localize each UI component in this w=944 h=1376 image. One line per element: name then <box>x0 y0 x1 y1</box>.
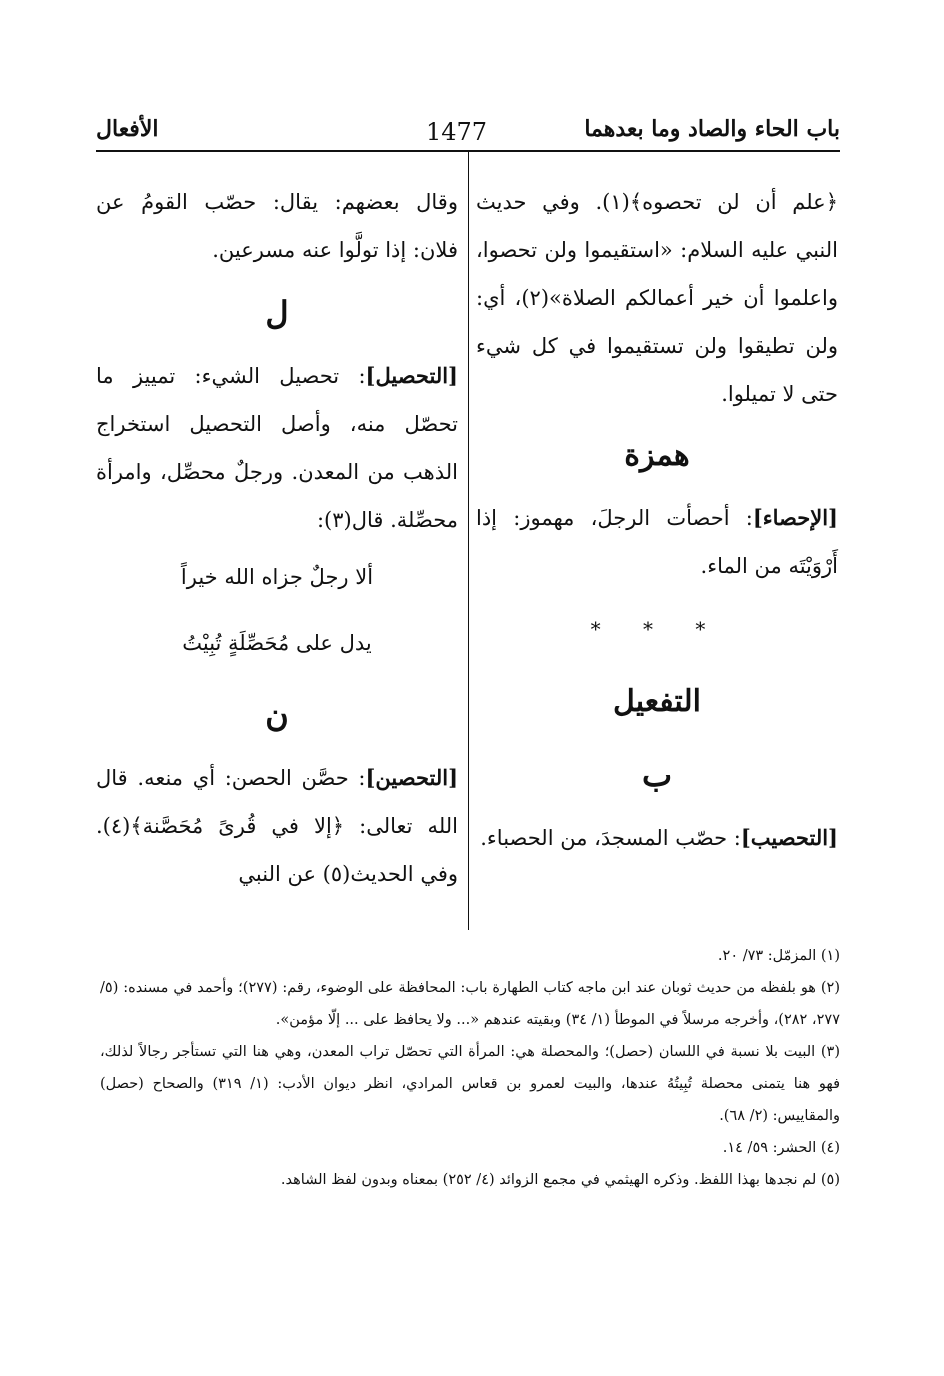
entry-tahsib <box>476 814 838 862</box>
entry-tahsin <box>96 754 458 898</box>
page-number: 1477 <box>426 118 488 146</box>
letter-ba: ب <box>641 756 673 794</box>
separator-stars: * * * <box>590 617 724 641</box>
left-paragraph-1: وقال بعضهم: يقال: حصّب القومُ عن فلان: إذا تولَّوا عنه مسرعين. <box>96 190 458 262</box>
left-column <box>96 178 458 898</box>
entry-body-tahsin: : حصَّن الحصن: أي منعه. قال الله تعالى: ﴿إلا في قُرىً مُحَصَّنة﴾(٤). وفي الحديث(٥) عن النبي <box>96 766 458 886</box>
right-column <box>476 178 838 862</box>
entry-tahsil <box>96 352 458 544</box>
column-divider <box>468 152 469 930</box>
chapter-title: باب الحاء والصاد وما بعدهما <box>584 116 840 142</box>
entry-ihsa <box>476 494 838 590</box>
footnote-1: (١) المزمّل: ٧٣/ ٢٠. <box>717 948 840 964</box>
entry-head-tahsib: [التحصيب] <box>740 825 838 850</box>
entry-head-tahsil: [التحصيل] <box>365 363 458 388</box>
page-header <box>96 112 840 152</box>
footnote-5: (٥) لم نجدها بهذا اللفظ. وذكره الهيثمي في مجمع الزوائد (٤/ ٢٥٢) بمعناه وبدون لفظ الشاهد. <box>280 1172 840 1188</box>
heading-hamza: همزة <box>624 438 690 473</box>
footnotes <box>100 940 840 1196</box>
verse-line-2: يدل على مُحَصِّلَةٍ تُبِيْتُ <box>182 631 372 655</box>
entry-head-tahsin: [التحصين] <box>365 765 458 790</box>
entry-body-ihsa: : أحصأت الرجلَ، مهموز: إذا أَرْوَيْتَه من الماء. <box>476 506 838 578</box>
footnote-2: (٢) هو بلفظه من حديث ثوبان عند ابن ماجه كتاب الطهارة باب: المحافظة على الوضوء، رقم: (٢٧٧)؛ وأحمد في مسنده: (٥/ ٢٧٧، ٢٨٢)، وأخرجه مرسلاً في الموطأ (١/ ٣٤) وبقيته عندهم «... ولا يحافظ على ... إلّا مؤمن». <box>100 980 840 1028</box>
entry-body-tahsil: : تحصيل الشيء: تمييز ما تحصّل منه، وأصل التحصيل استخراج الذهب من المعدن. ورجلٌ محصِّل، وامرأة محصِّلة. قال(٣): <box>96 364 458 532</box>
letter-nun: ن <box>265 696 289 734</box>
right-paragraph-1: ﴿علم أن لن تحصوه﴾(١). وفي حديث النبي عليه السلام: «استقيموا ولن تحصوا، واعلموا أن خير أعمالكم الصلاة»(٢)، أي: ولن تطيقوا ولن تستقيموا في كل شيء حتى لا تميلوا. <box>476 190 839 406</box>
heading-taf3il: التفعيل <box>613 684 701 719</box>
entry-head-ihsa: [الإحصاء] <box>752 505 838 530</box>
footnote-3: (٣) البيت بلا نسبة في اللسان (حصل)؛ والمحصلة هي: المرأة التي تحصّل تراب المعدن، وهي هنا التي تستأجر رجالاً لذلك، فهو هنا يتمنى محصلة تُبِيتُهُ عندها، والبيت لعمرو بن قعاس المرادي، انظر ديوان الأدب: (١/ ٣١٩) والصحاح (حصل) والمقاييس: (٢/ ٦٨). <box>100 1044 840 1124</box>
letter-lam: ل <box>265 294 289 332</box>
entry-body-tahsib: : حصّب المسجدَ، من الحصباء. <box>480 826 741 850</box>
verse-line-1: ألا رجلٌ جزاه الله خيراً <box>180 565 374 589</box>
section-title: الأفعال <box>96 116 159 142</box>
footnote-4: (٤) الحشر: ٥٩/ ١٤. <box>722 1140 840 1156</box>
